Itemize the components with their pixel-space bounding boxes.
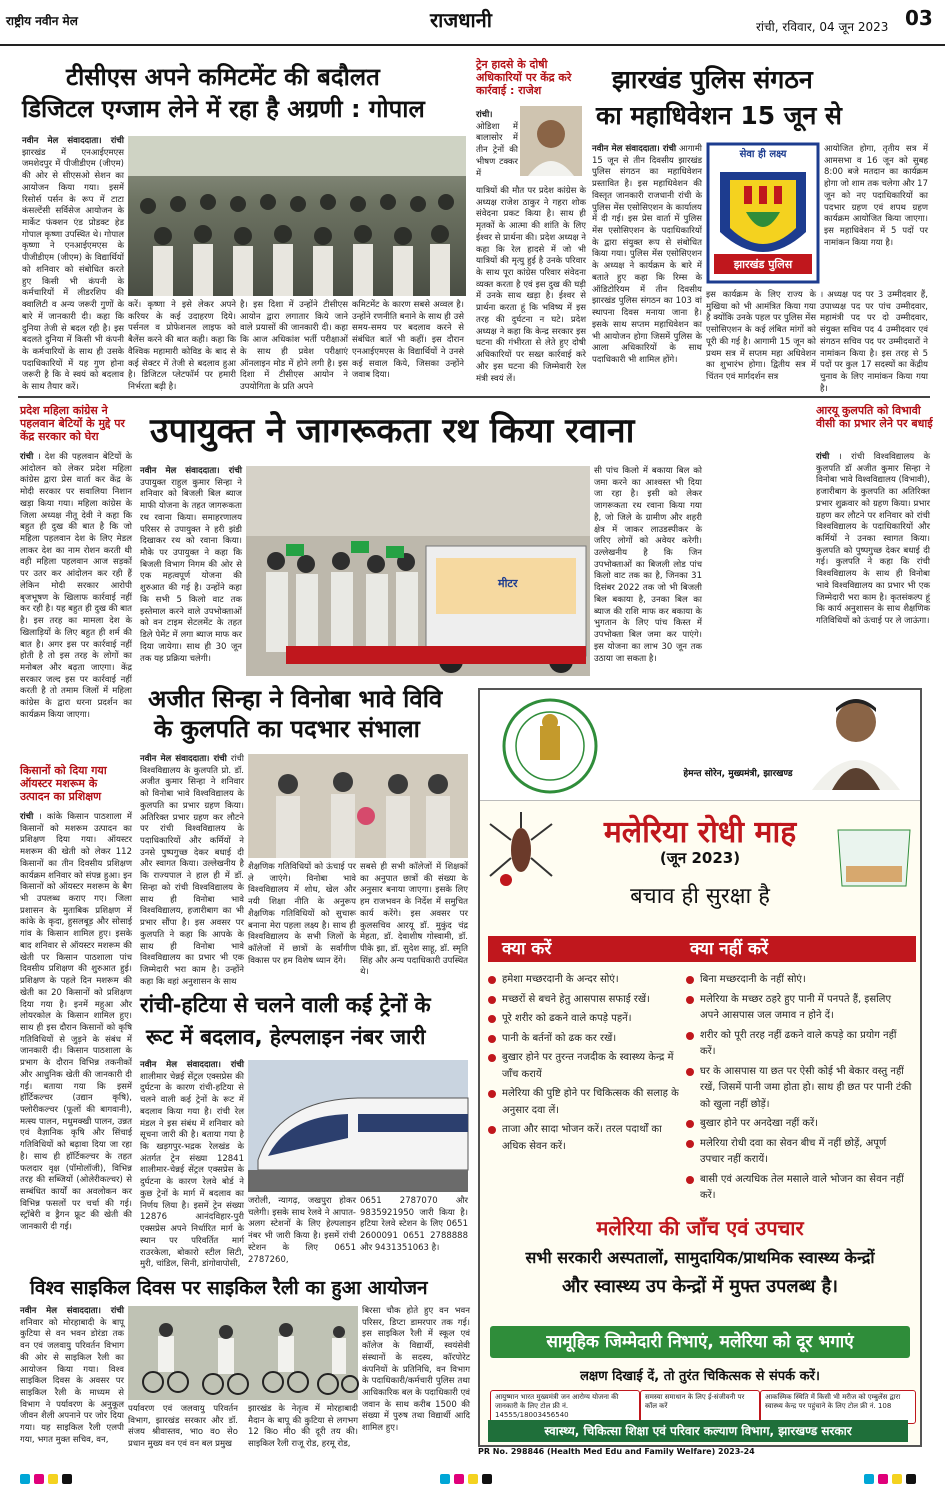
cycle-photo (128, 1306, 358, 1400)
ad-top-band (480, 690, 920, 801)
tcs-headline-2: डिजिटल एग्जाम लेने में रहा है अग्रणी : गोपाल (22, 95, 425, 123)
mahila-headline: प्रदेश महिला कांग्रेस ने पहलवान बेटियों के मुद्दे पर केंद्र सरकार को घेरा (20, 404, 125, 444)
train-photo (248, 1060, 468, 1192)
police-headline-2: का महाधिवेशन 15 जून से (596, 101, 842, 130)
section-name: राजधानी (430, 8, 492, 32)
department-strip: स्वास्थ्य, चिकित्सा शिक्षा एवं परिवार कल्याण विभाग, झारखण्ड सरकार (488, 1420, 908, 1442)
police-column-3: इस कार्यक्रम के लिए राज्य के मुखिया को भी आमंत्रित किया गया है क्योंकि उनके पहल पर पुलिस मेंस एसोसिएशन के कई लंबित मांगों को पूरी की गई है। आगामी 15 जून को प्रथम सत्र में सप्तम महा अधिवेशन का शुभारंभ होगा। द्वितीय सत्र में चिंतन एवं मार्गदर्शन सत्र (706, 290, 816, 383)
do-item: मच्छरों से बचने हेतु आसपास सफाई रखें। (488, 992, 682, 1009)
police-headline-1: झारखंड पुलिस संगठन (612, 65, 813, 94)
pr-number: PR No. 298846 (Health Med Edu and Family Welfare) 2023-24 (478, 1447, 755, 1456)
dont-item: मलेरिया के मच्छर ठहरे हुए पानी में पनपते हैं, इसलिए अपने आसपास जल जमाव न होने दें। (686, 992, 912, 1025)
trains-column-2: जरोली, न्यागढ़, जखपुरा होकर चलेगी। इसके साथ रेलवे ने आपात-अलग स्टेशनों के लिए हेल्पलाइन नंबर भी जारी किया है। इसमें रांची स्टेशन के लिए 0651 2787260, (248, 1196, 356, 1265)
mahila-body: । देश की पहलवान बेटियों के आंदोलन को लेकर प्रदेश महिला कांग्रेस द्वारा प्रेस वार्ता कर केंद्र के मोदी सरकार पर सवालिया निशान खड़ा किया गया। महिला कांग्रेस के जिला अध्यक्ष नीतू देवी ने कहा कि बहुत ही दुख की बात है कि जो महिला पहलवान देश के लिए मेडल लाकर देश का नाम रोशन करती थी वही महिला पहलवान आज सड़कों पर उतर कर आंदोलन कर रही हैं लेकिन मोदी सरकार आरोपी बृजभूषण के खिलाफ कार्रवाई नहीं कर रही है। यह बहुत ही दुख की बात है। इस तरह का मामला देश के खिलाड़ियों के लिए बहुत ही शर्म की बात है। अगर इस पर कार्रवाई नहीं होती है तो इस तरह के लोगों का मनोबल और बढ़ता जाएगा। केंद्र सरकार जल्द इस पर कार्रवाई नहीं करती है तो तमाम जिलों में महिला कांग्रेस के द्वारा धरना प्रदर्शन का कार्यक्रम किया जाएगा। (20, 452, 133, 720)
trains-column-1 (140, 1060, 244, 1270)
trains-byline: नवीन मेल संवाददाता। रांची (140, 1060, 244, 1070)
cycle-column-1 (20, 1306, 124, 1444)
rajesh-headline: ट्रेन हादसे के दोषी अधिकारियों पर केंद्र करे कार्रवाई : राजेश (476, 58, 572, 98)
rajesh-column-1 (476, 110, 518, 190)
do-item: मलेरिया की पुष्टि होने पर चिकित्सक की सलाह के अनुसार दवा लें। (488, 1086, 682, 1119)
test-line-2: और स्वास्थ्य उप केन्द्रों में मुफ्त उपलब्ध है। (562, 1276, 838, 1297)
cycle-byline: नवीन मेल संवाददाता। रांची (20, 1306, 124, 1316)
test-line-1: सभी सरकारी अस्पतालों, सामुदायिक/प्राथमिक स्वास्थ्य केन्द्रों (525, 1248, 875, 1267)
do-heading: क्या करें (488, 936, 682, 962)
do-item: बुखार होने पर तुरन्त नजदीक के स्वास्थ्य केन्द्र में जाँच करायें (488, 1050, 682, 1083)
page-number: 03 (905, 6, 933, 30)
dont-item: बुखार होने पर अनदेखा नहीं करें। (686, 1116, 912, 1133)
tcs-byline: नवीन मेल संवाददाता। रांची (22, 136, 124, 146)
contact-line: लक्षण दिखाई दें, तो तुरंत चिकित्सक से संपर्क करें। (580, 1369, 820, 1384)
aaryu-dateline: रांची (816, 452, 830, 462)
rajesh-photo (520, 106, 582, 176)
tcs-body-1: झारखंड में एनआईएमएस जमशेदपुर में पीजीडीएम (जीएम) की ओर से सीएसओ सेशन का आयोजन किया गया। इसमें रिसोर्स पर्सन के रूप में टाटा कंसल्टेंसी सर्विसेज आयोजन के मार्केट फंक्शन एंड प्रोडक्ट हेड गोपाल कृष्णा उपस्थित थे। गोपाल कृष्णा ने एनआईएमएस के पीजीडीएम (जीएम) के विद्यार्थियों को शनिवार को संबोधित करते हुए किसी भी कंपनी के कर्मचारियों में लीडरशिप की क्वालिटी व अन्य जरूरी गुणों के बारे में जानकारी दी। कहा कि दुनिया तेजी से बदल रही है। इस बदलते दुनिया में किसी भी कंपनी के कर्मचारियों के साथ ही उसके पदाधिकारियों में यह गुण होना जरूरी है कि वे स्वयं को बदलाव के साथ तैयार करें। (22, 147, 124, 393)
ajit-column-3: सबसे ही सभी कॉलेजों में शिक्षकों का अनुपात छात्रों की संख्या के अनुसार बनाया जाएगा। इसके लिए हम राजभवन के निर्देश में समुचित कार्य करेंगे। इस अवसर पर कुलसचिव आरयू डॉ. मुकुंद चंद्र मेहता, डॉ. देवाशीष गोस्वामी, डॉ. पीके झा, डॉ. सुदेश साहू, डॉ. स्मृति सिंह और अन्य पदाधिकारी उपस्थित थे। (360, 862, 468, 978)
do-item: पूरे शरीर को ढकने वाले कपड़े पहनें। (488, 1011, 682, 1028)
rath-byline: नवीन मेल संवाददाता। रांची (140, 466, 242, 476)
tcs-headline-1: टीसीएस अपने कमिटमेंट की बदौलत (66, 63, 380, 91)
mushroom-body: । कांके किसान पाठशाला में किसानों को मशरूम उत्पादन का प्रशिक्षण दिया गया। ऑयस्टर मशरूम की खेती को लेकर 112 किसानों का तीन दिवसीय प्रशिक्षण कार्यक्रम शनिवार को संपन्न हुआ। इन किसानों को ऑयस्टर मशरूम के बैग भी उपलब्ध कराए गए। जिला प्रशासन के मुताबिक प्रशिक्षण में कांके के कृदा, हुसलबूड़ और सोसाई गांव के किसान शामिल हुए। इसके बाद शनिवार से ऑयस्टर मशरूम की खेती पर किसान पाठशाला पांच दिवसीय प्रशिक्षण की शुरुआत हुई। प्रशिक्षण के पहले दिन मशरूम की खेती का 20 किसानों को प्रशिक्षण दिया गया है। इनमें महुआ और लोयरकोल के किसान शामिल हुए। साथ ही इस दौरान किसानों को कृषि गतिविधियों से जुड़ने के संबंध में जानकारी दी। किसान पाठशाला के प्रभाग के दौरान विभिन्न तकनीकों और आधुनिक खेती की जानकारी दी गई। बताया गया कि इसमें हॉर्टिकल्चर (उद्यान कृषि), फ्लोरीकल्चर (फूलों की बागवानी), मत्स्य पालन, मधुमक्खी पालन, उन्नत एवं वैज्ञानिक कृषि और सिंचाई गतिविधियों को बढ़ावा दिया जा रहा है। साथ ही हॉर्टिकल्चर के तहत फलदार वृक्ष (पॉमोलॉजी), विभिन्न तरह की सब्जियों (ओलेरीकल्चर) से सम्बंधित कार्यों का अवलोकन कर विभिन्न फसलों पर चर्चा की गई। स्ट्रॉबेरी व ड्रैगन फ्रूट की खेती की जानकारी दी गई। (20, 812, 132, 1233)
cycle-body-1: शनिवार को मोरहाबादी के बापू कुटिया से वन भवन डोरंडा तक वन एवं जलवायु परिवर्तन विभाग की ओर से साइकिल रैली का आयोजन किया गया। विश्व साइकिल दिवस के अवसर पर साइकिल रैली के माध्यम से विभाग ने पर्यावरण के अनुकूल जीवन शैली अपनाने पर जोर दिया गया। यह साइकिल रैली एलपी गया, भगत मुक्त सचिव, वन, (20, 1317, 124, 1445)
police-badge-bottom: झारखंड पुलिस (733, 258, 793, 271)
mahila-dateline: रांची (20, 452, 34, 462)
ajit-photo (248, 754, 468, 858)
rath-column-2: सी पांच किलो में बकाया बिल को जमा करने का आश्वस्त भी दिया जा रहा है। इसी को लेकर जागरूकता रथ रवाना किया गया है, जो जिले के ग्रामीण और शहरी क्षेत्र में जाकर लाउडस्पीकर के जरिए लोगों को अवेयर करेगी। उल्लेखनीय है कि जिन उपभोक्ताओं का बिजली लोड पांच किलो वाट तक का है, जिनका 31 दिसंबर 2022 तक जो भी बिजली बिल बकाया है, उनका बिल का ब्याज की राशि माफ कर बकाया के भुगतान के लिए पांच किस्त में उपभोक्ता बिल जमा कर पाएंगे। इस योजना का लाभ 30 जून तक उठाया जा सकता है। (594, 466, 702, 664)
police-badge-top: सेवा ही लक्ष्य (739, 149, 787, 160)
vehicle-banner-text: मीटर (498, 577, 518, 590)
mushroom-column (20, 812, 132, 1270)
police-column-4: । अध्यक्ष पद पर 3 उम्मीदवार हैं, उपाध्यक्ष पद पर पांच उम्मीदवार, महामंत्री पद पर दो उम्मीदवार, संयुक्त सचिव पद 4 उम्मीदवार एवं संगठन सचिव पद पर उम्मीदवारों ने नामांकन किया है। इस तरह से 5 पदों पर कुल 17 सदस्यों का केंद्रीय चुनाव के लिए नामांकन किया गया है। (820, 290, 928, 394)
trains-column-3: 0651 2787070 और 9835921950 जारी किया है। हटिया रेलवे स्टेशन के लिए 0651 2600091 0651 2788888 और 9431351063 है। (360, 1196, 468, 1253)
do-item: पानी के बर्तनों को ढक कर रखें। (488, 1031, 682, 1048)
rajesh-column-2: यात्रियों की मौत पर प्रदेश कांग्रेस के अध्यक्ष राजेश ठाकुर ने गहरा शोक संवेदना प्रकट किया है। साथ ही मृतकों के आत्मा की शांति के लिए ईश्वर से प्रार्थना की। प्रदेश अध्यक्ष ने कहा कि रेल हादसे में जो भी यात्रियों की मृत्यु हुई है उनके परिवार के साथ पूरा कांग्रेस परिवार संवेदना व्यक्त करता है एवं इस दुख की घड़ी में उनके साथ खड़ा है। ईश्वर से प्रार्थना करता हूं कि भविष्य में इस तरह की दुर्घटना न घटे। प्रदेश अध्यक्ष ने कहा कि केन्द्र सरकार इस घटना की गंभीरता से लेते हुए दोषी अधिकारियों पर सख्त कार्रवाई करे और इस घटना की जिम्मेवारी रेल मंत्री स्वयं लें। (476, 186, 586, 384)
dateline: रांची, रविवार, 04 जून 2023 (756, 20, 889, 34)
ad-tagline: बचाव ही सुरक्षा है (630, 884, 770, 909)
do-list (488, 972, 682, 1158)
cycle-column-2: पर्यावरण एवं जलवायु परिवर्तन विभाग, झारखंड सरकार और डॉ. संजय श्रीवास्तव, भाo वo सेo प्रधान मुख्य वन एवं वन बल प्रमुख (128, 1404, 238, 1450)
rath-headline: उपायुक्त ने जागरूकता रथ किया रवाना (150, 411, 635, 451)
welcome-ceremony-image (248, 754, 468, 858)
police-byline: नवीन मेल संवाददाता। रांची (592, 144, 677, 154)
rajesh-body-1: ओडिशा में बालासोर में तीन ट्रेनों की भीषण टक्कर में (476, 121, 518, 179)
info-box-right: आकस्मिक स्थिति में किसी भी मरीज को एम्बुलेंस द्वारा स्वास्थ्य केन्द्र पर पहुंचाने के लिए टोल फ्री नं. 108 (760, 1390, 916, 1424)
info-box-middle: समस्या समाधान के लिए ई-संजीवनी पर कॉल करें (640, 1390, 760, 1424)
police-column-1 (592, 144, 702, 388)
cycle-column-4: बिरसा चौक होते हुए वन भवन परिसर, डिप्टा डामरपार तक गई। इस साइकिल रैली में स्कूल एवं कॉलेज के विद्यार्थी, स्वयंसेवी संस्थानों के सदस्य, कॉरपोरेट कंपनियों के प्रतिनिधि, वन विभाग के पदाधिकारी/कर्मचारी पुलिस तथा आधिकारिक बल के पदाधिकारी एवं जवान के साथ करीब 1500 की संख्या में पुरुष तथा विद्यार्थी आदि शामिल हुए। (362, 1306, 470, 1434)
test-title: मलेरिया की जाँच एवं उपचार (596, 1216, 804, 1240)
cycle-headline: विश्व साइकिल दिवस पर साइकिल रैली का हुआ आयोजन (30, 1277, 428, 1299)
trains-headline-1: रांची-हटिया से चलने वाली कई ट्रेनों के (140, 993, 431, 1017)
dont-item: शरीर को पूरी तरह नहीं ढकने वाले कपड़े का प्रयोग नहीं करें। (686, 1028, 912, 1061)
section-divider (18, 396, 930, 398)
ajit-column-1 (140, 754, 244, 987)
police-logo (706, 142, 820, 284)
ad-title: मलेरिया रोधी माह (603, 815, 797, 850)
aaryu-column (816, 452, 930, 678)
ajit-column-2: शैक्षणिक गतिविधियों को ऊंचाई पर ले जाएंगे। विनोबा भावे विश्वविद्यालय में शोध, खेल और नयी शिक्षा नीति के अनुरूप शैक्षणिक गतिविधियों को सुचारू बनाना मेरा पहला लक्ष्य है। साथ ही विश्वविद्यालय के सभी जिलों के कॉलेजों में छात्रों के सर्वांगीण विकास पर हम विशेष ध्यान देंगे। (248, 862, 356, 966)
ajit-headline-2: के कुलपति का पदभार संभाला (154, 715, 420, 743)
ajit-headline-1: अजीत सिन्हा ने विनोबा भावे विवि (148, 685, 443, 713)
rath-photo (246, 466, 590, 676)
portrait-image (520, 106, 582, 176)
cycle-column-3: झारखंड के नेतृत्व में मोरहाबादी मैदान के बापू की कुटिया से लगभग 12 किo मीo की दूरी तय की। साइकिल रैली राजू रोड, हरमू रोड, (248, 1404, 358, 1450)
do-item: हमेशा मच्छरदानी के अन्दर सोएं। (488, 972, 682, 989)
masthead: राष्ट्रीय नवीन मेल (6, 14, 78, 28)
info-box-left: आयुष्मान भारत मुख्यमंत्री जन आरोग्य योजना की जानकारी के लिए टोल फ्री नं. 14555/18003456540 (490, 1390, 640, 1424)
tcs-column-3: है। इस दिशा में उन्होंने टीसीएस आयोन द्वारा लगातार किये जाने वाले प्रयासों की जानकारी दी। कहा कि आज अधिकांश भर्ती परीक्षाओं के साथ ही प्रवेश परीक्षाएं ऑनलाइन मोड में होने लगी है। इस दिशा में टीसीएस आयोन ने उपयोगिता के प्रति अपने (240, 300, 348, 393)
cm-caption: हेमन्त सोरेन, मुख्यमंत्री, झारखण्ड (683, 769, 793, 779)
aaryu-body: । रांची विश्वविद्यालय के कुलपति डॉ अजीत कुमार सिन्हा ने विनोबा भावे विश्वविद्यालय (विभावी), हजारीबाग के कुलपति का अतिरिक्त प्रभार शुक्रवार को ग्रहण किया। प्रभार ग्रहण कर लौटने पर शनिवार को रांची विश्वविद्यालय के पदाधिकारियों और कर्मियों ने उनका स्वागत किया। कुलपति को पुष्पगुच्छ देकर बधाई दी गई। कुलपति ने कहा कि रांची विश्वविद्यालय के साथ ही विनोबा भावे विश्वविद्यालय का प्रभार भी एक जिम्मेदारी भरा काम है। कृतसंकल्प हूं कि कार्य अनुशासन के साथ शैक्षणिक गतिविधियों को ऊंचाई पर ले जाऊंगा। (816, 452, 930, 627)
flag-off-scene-image (246, 466, 590, 676)
dont-item: घर के आसपास या छत पर ऐसी कोई भी बेकार वस्तु नहीं रखें, जिसमें पानी जमा होता हो। साथ ही छत पर पानी टंकी को खुला नहीं छोड़ें। (686, 1064, 912, 1114)
dont-item: बासी एवं अत्यधिक तेल मसाले वाले भोजन का सेवन नहीं करें। (686, 1172, 912, 1205)
mushroom-headline: किसानों को दिया गया ऑयस्टर मशरूम के उत्पादन का प्रशिक्षण (20, 764, 107, 804)
train-image (248, 1060, 468, 1192)
rath-column-1 (140, 466, 242, 676)
trains-body-1: शालीमार चेन्नई सेंट्रल एक्सप्रेस की दुर्घटना के कारण रांची-हटिया से चलने वाली कई ट्रेनों के रूट में बदलाव किया गया है। रांची रेल मंडल ने इस संबंध में शनिवार को सूचना जारी की है। बताया गया है कि खड़गपुर-भद्रक रेलखंड के अंतर्गत ट्रेन संख्या 12841 शालीमार-चेन्नई सेंट्रल एक्सप्रेस के दुर्घटना के कारण रेलवे बोर्ड ने कुछ ट्रेनों के मार्ग में बदलाव का निर्णय लिया है। इसमें ट्रेन संख्या 12876 आनंदविहार-पुरी एक्सप्रेस अपने निर्धारित मार्ग के स्थान पर परिवर्तित मार्ग राउरकेला, बोकारो स्टील सिटी, मुरी, चांडिल, सिनी, डांगोवापोसी, (140, 1071, 244, 1270)
rath-body-1: उपायुक्त राहुल कुमार सिन्हा ने शनिवार को बिजली बिल ब्याज माफी योजना के तहत जागरूकता रथ रवाना किया। समाहरणालय परिसर से उपायुक्त ने हरी झंडी दिखाकर रथ को रवाना किया। मौके पर उपायुक्त ने कहा कि बिजली विभाग निगम की ओर से एक महत्वपूर्ण योजना की शुरुआत की गई है। उन्होंने कहा कि सभी 5 किलो वाट तक इस्तेमाल करने वाले उपभोक्ताओं को वन टाइम सेटलमेंट के तहत डिले पेमेंट में लगा ब्याज माफ कर दिया जायेगा। साथ ही 30 जून तक यह प्रक्रिया चलेगी। (140, 477, 242, 664)
ajit-body-1: रांची विश्वविद्यालय के कुलपति प्रो. डॉ. अजीत कुमार सिन्हा ने शनिवार को विनोबा भावे विश्वविद्यालय के कुलपति का प्रभार ग्रहण किया। अतिरिक्त प्रभार ग्रहण कर लौटने पर रांची विश्वविद्यालय के पदाधिकारियों और कर्मियों ने उनसे पुष्पगुच्छ देकर बधाई दी और स्वागत किया। उल्लेखनीय है कि राज्यपाल ने हाल ही में डॉ. सिन्हा को रांची विश्वविद्यालय के साथ ही विनोबा भावे विश्वविद्यालय, हजारीबाग का भी प्रभार सौंपा है। इस अवसर पर कुलपति ने कहा कि आपके के साथ ही विनोबा भावे विश्वविद्यालय का प्रभार भी एक जिम्मेदारी भरा काम है। उन्होंने कहा कि वहां अनुशासन के साथ (140, 754, 244, 987)
dont-heading: क्या नहीं करें (676, 936, 916, 962)
green-slogan-strip: सामूहिक जिम्मेदारी निभाएं, मलेरिया को दूर भगाएं (490, 1326, 910, 1358)
print-color-marks (0, 1470, 945, 1489)
mushroom-dateline: रांची (20, 812, 34, 822)
tcs-column-1 (22, 136, 124, 393)
aaryu-headline: आरयू कुलपति को विभावी वीसी का प्रभार लेने पर बधाई (816, 404, 933, 431)
do-item: ताजा और सादा भोजन करें। तरल पदार्थों का अधिक सेवन करें। (488, 1122, 682, 1155)
jharkhand-emblem-icon (490, 696, 610, 796)
tcs-column-4: कमिटमेंट के कारण सबसे अव्वल है। उन्होंने रणनीति बनाने के साथ ही उसे समय-समय पर बदलाव करने से संबंधित बातें भी कहीं। इस दौरान एनआईएमएस के विद्यार्थियों ने उनसे कई सवाल किये, जिसका उन्होंने जवाब दिया। (352, 300, 464, 381)
police-column-2: आयोजित होगा, तृतीय सत्र में आमसभा व 16 जून को सुबह 8:00 बजे मतदान का कार्यक्रम होगा जो शाम तक चलेगा और 17 जून को नए पदाधिकारियों का पदभार ग्रहण एवं शपथ ग्रहण कार्यक्रम आयोजित किया जाएगा। इस महाधिवेशन में 5 पदों पर नामांकन किया गया है। (824, 144, 928, 248)
tcs-group-photo (128, 136, 466, 296)
trains-headline-2: रूट में बदलाव, हेल्पलाइन नंबर जारी (146, 1025, 426, 1049)
group-people-image (128, 136, 466, 296)
dont-list (686, 972, 912, 1208)
tcs-column-2: करें। कृष्णा ने इसे लेकर अपने करियर के कई उदाहरण दिये। पर्सनल व प्रोफेशनल लाइफ को बैलेंस करने की बात कही। कहा कि वैश्विक महामारी कोविड के बाद से कई सेक्टर में तेजी से बदलाव हुआ है। डिजिटल प्लेटफॉर्म पर हमारी निर्भरता बढ़ी है। (128, 300, 236, 393)
cycle-rally-image (128, 1306, 358, 1400)
dont-item: मलेरिया रोधी दवा का सेवन बीच में नहीं छोड़ें, अपूर्ण उपचार नहीं करायें। (686, 1136, 912, 1169)
dont-item: बिना मच्छरदानी के नहीं सोएं। (686, 972, 912, 989)
malaria-advertisement (478, 688, 922, 1447)
rajesh-dateline: रांची। (476, 110, 493, 120)
ad-subtitle: (जून 2023) (659, 849, 741, 867)
police-body-1: आगामी 15 जून से तीन दिवसीय झारखंड पुलिस संगठन का महाधिवेशन प्रस्तावित है। इस महाधिवेशन की विस्तृत जानकारी राजधानी रांची के पुलिस मेंस एसोसिएशन के कार्यालय में दी गई। इस प्रेस वार्ता में पुलिस मेंस एसोसिएशन के पदाधिकारियों के द्वारा संयुक्त रूप से संबोधित किया गया। पुलिस मेंस एसोसिएशन के अध्यक्ष ने कार्यक्रम के बारे में बताते हुए कहा कि रिम्स के ऑडिटोरियम में तीन दिवसीय झारखंड पुलिस संगठन का 103 वां स्थापना दिवस मनाया जाना है। इसके साथ सप्तम महाधिवेशन का भी आयोजन होगा जिसमें पुलिस के आला अधिकारियों के साथ पदाधिकारी भी शामिल होंगे। (592, 144, 702, 365)
ajit-byline: नवीन मेल संवाददाता। रांची (140, 754, 227, 764)
mahila-column (20, 452, 132, 752)
